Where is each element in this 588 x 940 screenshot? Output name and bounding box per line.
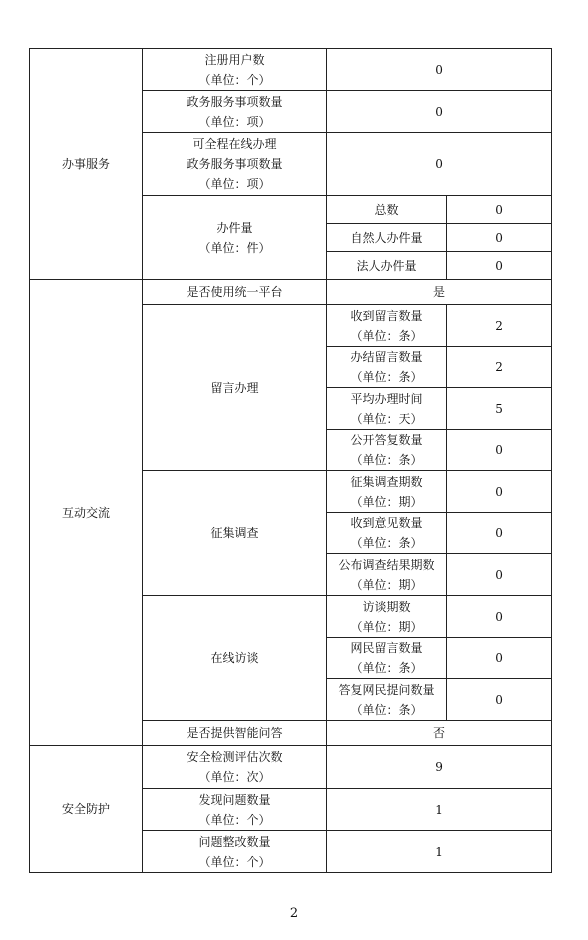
messages-received-value: 2 bbox=[447, 305, 552, 347]
survey-periods-label: 征集调查期数 （单位：期） bbox=[327, 471, 447, 513]
section-office-service: 办事服务 bbox=[30, 49, 143, 280]
messages-public-reply-value: 0 bbox=[447, 430, 552, 471]
interview-netizen-messages-label: 网民留言数量 （单位：条） bbox=[327, 638, 447, 679]
interview-netizen-messages-value: 0 bbox=[447, 638, 552, 679]
survey-opinions-label: 收到意见数量 （单位：条） bbox=[327, 513, 447, 554]
registered-users-value: 0 bbox=[327, 49, 552, 91]
survey-periods-value: 0 bbox=[447, 471, 552, 513]
online-items-value: 0 bbox=[327, 133, 552, 196]
section-security: 安全防护 bbox=[30, 746, 143, 873]
security-checks-value: 9 bbox=[327, 746, 552, 789]
messages-label: 留言办理 bbox=[143, 305, 327, 471]
smart-qa-label: 是否提供智能问答 bbox=[143, 721, 327, 746]
cases-label: 办件量 （单位：件） bbox=[143, 196, 327, 280]
survey-opinions-value: 0 bbox=[447, 513, 552, 554]
statistics-table bbox=[29, 48, 552, 873]
security-checks-label: 安全检测评估次数 （单位：次） bbox=[143, 746, 327, 789]
problems-fixed-value: 1 bbox=[327, 831, 552, 873]
messages-received-label: 收到留言数量 （单位：条） bbox=[327, 305, 447, 347]
messages-average-time-label: 平均办理时间 （单位：天） bbox=[327, 388, 447, 430]
online-items-label: 可全程在线办理 政务服务事项数量 （单位：项） bbox=[143, 133, 327, 196]
messages-public-reply-label: 公开答复数量 （单位：条） bbox=[327, 430, 447, 471]
survey-results-value: 0 bbox=[447, 554, 552, 596]
service-items-label: 政务服务事项数量 （单位：项） bbox=[143, 91, 327, 133]
cases-total-value: 0 bbox=[447, 196, 552, 224]
cases-natural-person-value: 0 bbox=[447, 224, 552, 252]
cases-legal-person-value: 0 bbox=[447, 252, 552, 280]
cases-legal-person-label: 法人办件量 bbox=[327, 252, 447, 280]
service-items-value: 0 bbox=[327, 91, 552, 133]
problems-fixed-label: 问题整改数量 （单位：个） bbox=[143, 831, 327, 873]
interview-periods-label: 访谈期数 （单位：期） bbox=[327, 596, 447, 638]
unified-platform-value: 是 bbox=[327, 280, 552, 305]
messages-average-time-value: 5 bbox=[447, 388, 552, 430]
problems-found-label: 发现问题数量 （单位：个） bbox=[143, 789, 327, 831]
cases-total-label: 总数 bbox=[327, 196, 447, 224]
unified-platform-label: 是否使用统一平台 bbox=[143, 280, 327, 305]
survey-label: 征集调查 bbox=[143, 471, 327, 596]
problems-found-value: 1 bbox=[327, 789, 552, 831]
registered-users-label: 注册用户数 （单位：个） bbox=[143, 49, 327, 91]
messages-completed-value: 2 bbox=[447, 347, 552, 388]
interview-label: 在线访谈 bbox=[143, 596, 327, 721]
interview-replies-label: 答复网民提问数量 （单位：条） bbox=[327, 679, 447, 721]
interview-periods-value: 0 bbox=[447, 596, 552, 638]
messages-completed-label: 办结留言数量 （单位：条） bbox=[327, 347, 447, 388]
survey-results-label: 公布调查结果期数 （单位：期） bbox=[327, 554, 447, 596]
cases-natural-person-label: 自然人办件量 bbox=[327, 224, 447, 252]
interview-replies-value: 0 bbox=[447, 679, 552, 721]
page-number: 2 bbox=[289, 906, 299, 921]
smart-qa-value: 否 bbox=[327, 721, 552, 746]
section-interaction: 互动交流 bbox=[30, 280, 143, 746]
